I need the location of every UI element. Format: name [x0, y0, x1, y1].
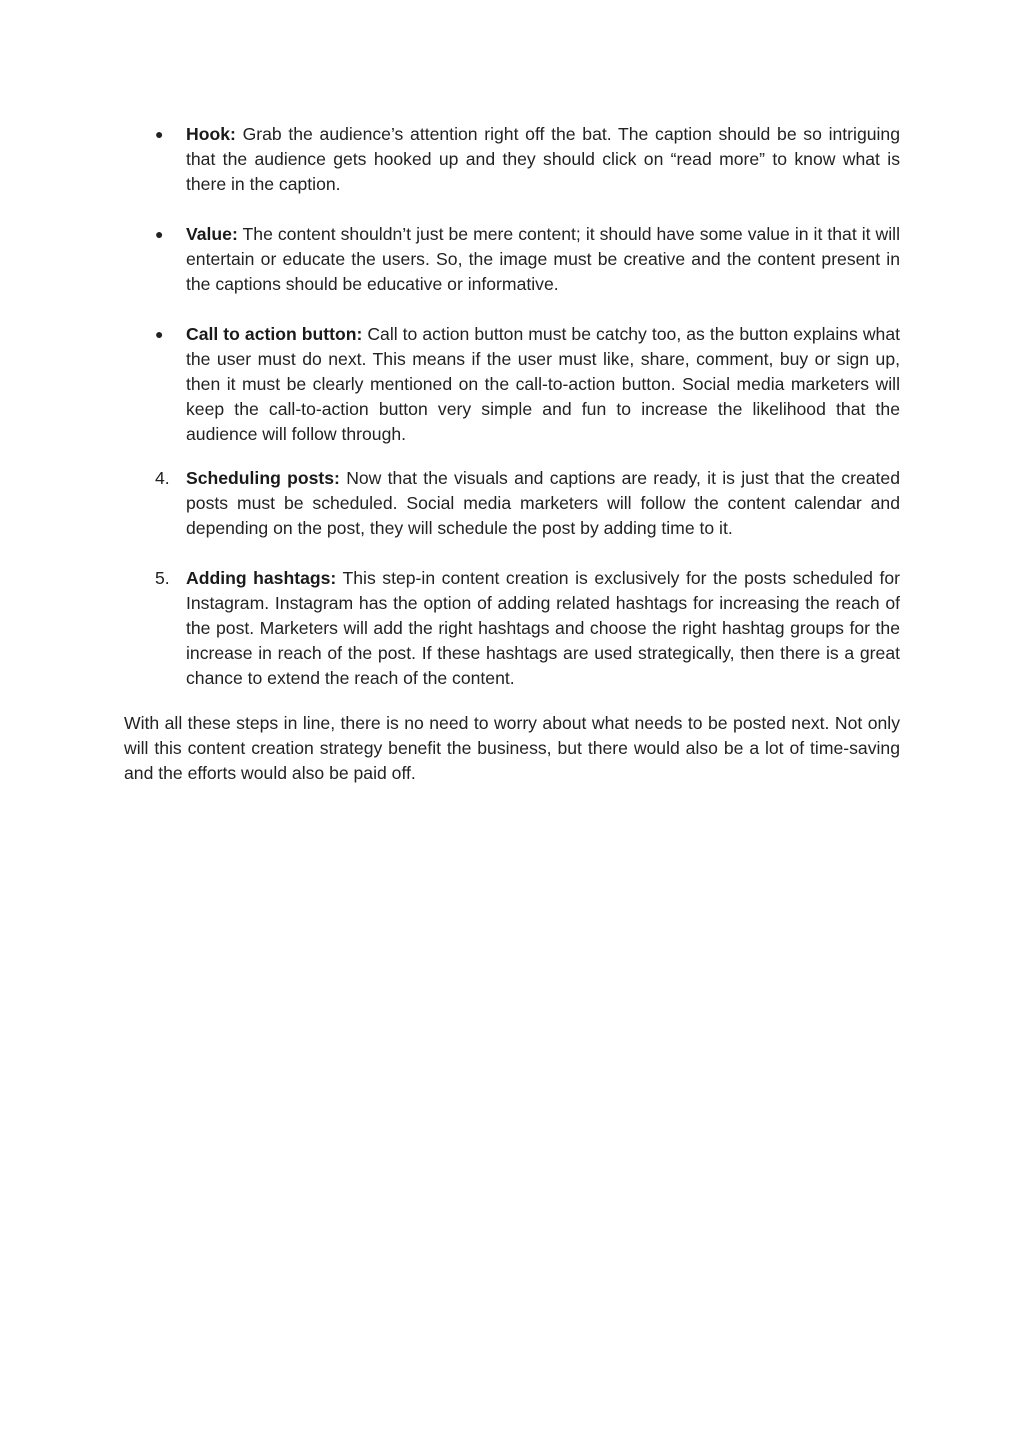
list-item-text: The content shouldn’t just be mere content; it should have some value in it that it will entertain or educate the users. So, the image must be creative and the content present in the captions should be educative or informative.: [186, 224, 900, 294]
list-item-term: Adding hashtags:: [186, 568, 337, 588]
number-marker: 5.: [155, 568, 170, 588]
list-item-value: [155, 222, 900, 297]
bullet-marker: ●: [155, 326, 164, 342]
list-item-text: Call to action button must be catchy too, as the button explains what the user must do next. This means if the user must like, share, comment, buy or sign up, then it must be clearly mentioned on the call-to-action button. Social media marketers will keep the call-to-action button very simple and fun to increase the likelihood that the audience will follow through.: [186, 324, 900, 444]
list-item-term: Value:: [186, 224, 238, 244]
list-item-text: This step-in content creation is exclusively for the posts scheduled for Instagram. Instagram has the option of adding related hashtags for increasing the reach of the post. Marketers will add the right hashtags and choose the right hashtag groups for the increase in reach of the post. If these hashtags are used strategically, then there is a great chance to extend the reach of the content.: [186, 568, 900, 688]
list-item-term: Call to action button:: [186, 324, 363, 344]
closing-paragraph: With all these steps in line, there is no need to worry about what needs to be posted next. Not only will this content creation strategy benefit the business, but there would also be a lot of time-saving and the efforts would also be paid off.: [124, 713, 900, 783]
list-item-text: Grab the audience’s attention right off the bat. The caption should be so intriguing that the audience gets hooked up and they should click on “read more” to know what is there in the caption.: [186, 124, 900, 194]
list-item-term: Scheduling posts:: [186, 468, 340, 488]
list-item-text: Now that the visuals and captions are ready, it is just that the created posts must be scheduled. Social media marketers will follow the content calendar and depending on the post, they will schedule the post by adding time to it.: [186, 468, 900, 538]
list-item-term: Hook:: [186, 124, 236, 144]
list-item-hook: [155, 122, 900, 197]
list-item-call-to-action: [155, 322, 900, 447]
bullet-marker: ●: [155, 126, 164, 142]
bullet-marker: ●: [155, 226, 164, 242]
number-marker: 4.: [155, 468, 170, 488]
list-item-adding-hashtags: [155, 566, 900, 691]
list-item-scheduling-posts: [155, 466, 900, 541]
